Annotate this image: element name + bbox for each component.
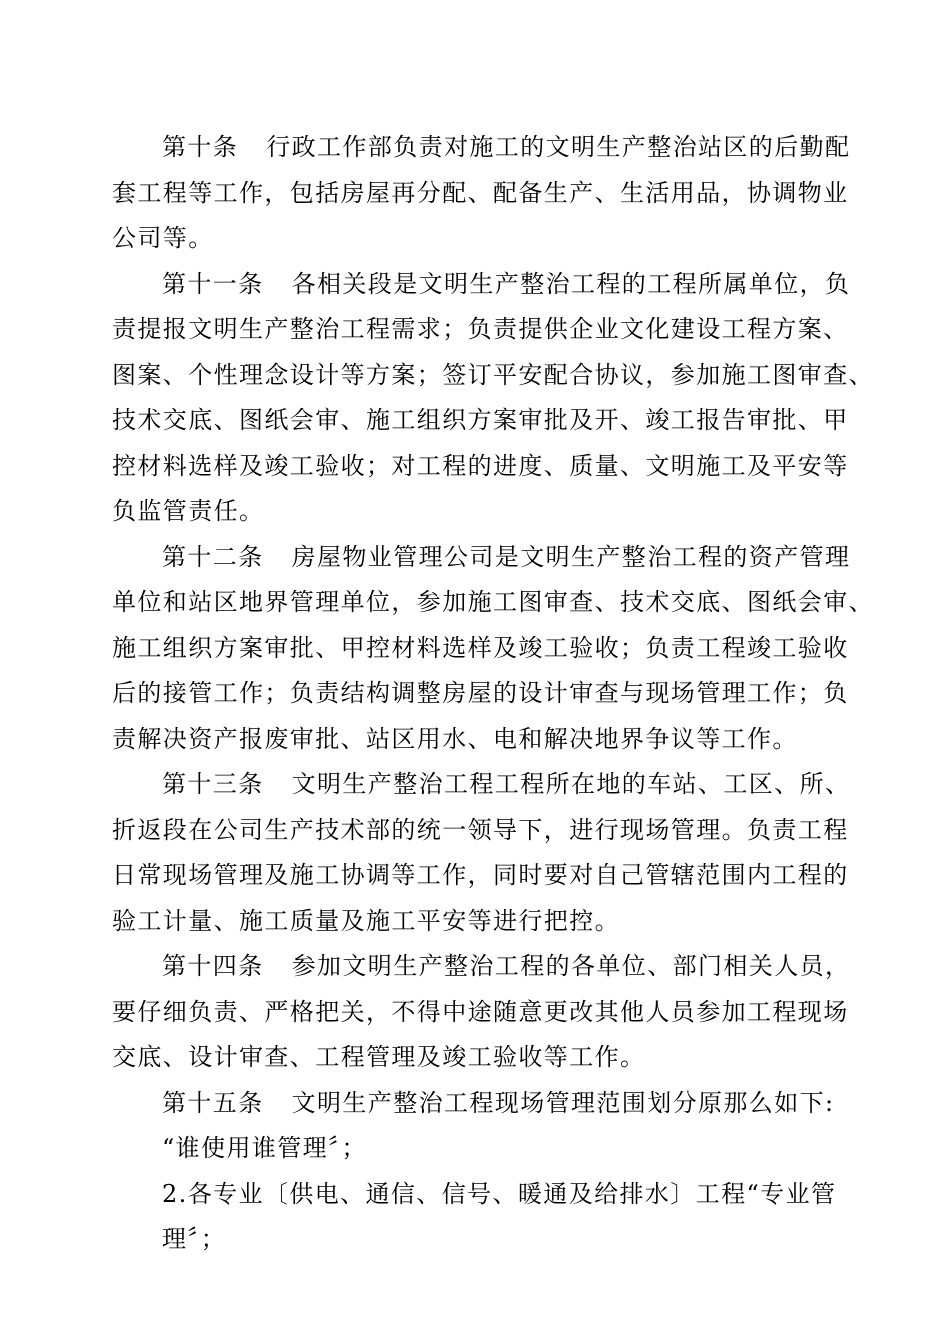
- article-12-line-3: 施工组织方案审批、甲控材料选样及竣工验收；负责工程竣工验收: [112, 633, 849, 662]
- article-14-line-2: 要仔细负责、严格把关，不得中途随意更改其他人员参加工程现场: [112, 997, 849, 1026]
- article-13-line-3: 日常现场管理及施工协调等工作，同时要对自己管辖范围内工程的: [112, 861, 849, 889]
- article-15-heading: 第十五条: [162, 1088, 264, 1117]
- article-12-line-2: 单位和站区地界管理单位，参加施工图审查、技术交底、图纸会审、: [112, 588, 874, 616]
- article-11-line-1: [112, 262, 852, 308]
- document-body: [112, 125, 874, 1263]
- article-10-text-1: 行政工作部负责对施工的文明生产整治站区的后勤配: [266, 133, 851, 161]
- article-13-heading: 第十三条: [162, 770, 264, 798]
- article-12-line-4: 后的接管工作；负责结构调整房屋的设计审查与现场管理工作；负: [112, 679, 849, 707]
- article-12-line-5: 责解决资产报废审批、站区用水、电和解决地界争议等工作。: [112, 724, 798, 753]
- article-14-line-1: [112, 944, 852, 990]
- article-13-line-1: [112, 762, 852, 808]
- article-13-text-1: 文明生产整治工程工程所在地的车站、工区、所、: [291, 770, 851, 798]
- article-11-line-4: 技术交底、图纸会审、施工组织方案审批及开、竣工报告审批、甲: [112, 406, 849, 434]
- article-12-heading: 第十二条: [162, 542, 264, 571]
- article-15-text-1: 文明生产整治工程现场管理范围划分原那么如下:: [291, 1088, 835, 1117]
- article-11-line-3: 图案、个性理念设计等方案；签订平安配合协议，参加施工图审查、: [112, 360, 874, 389]
- article-10-line-2: 套工程等工作，包括房屋再分配、配备生产、生活用品，协调物业: [112, 178, 849, 207]
- article-13-line-2: 折返段在公司生产技术部的统一领导下，进行现场管理。负责工程: [112, 815, 849, 844]
- article-12-text-1: 房屋物业管理公司是文明生产整治工程的资产管理: [291, 542, 851, 571]
- article-10-line-1: [112, 125, 852, 171]
- article-11-line-5: 控材料选样及竣工验收；对工程的进度、质量、文明施工及平安等: [112, 451, 849, 480]
- article-10-line-3: 公司等。: [112, 224, 214, 252]
- article-15-line-1: [112, 1081, 852, 1127]
- article-12-line-1: [112, 535, 852, 581]
- article-11-line-2: 责提报文明生产整治工程需求；负责提供企业文化建设工程方案、: [112, 315, 849, 343]
- article-10-heading: 第十条: [162, 133, 239, 161]
- article-14-heading: 第十四条: [162, 952, 264, 980]
- list-item-1-line-1: “谁使用谁管理〞；: [162, 1134, 367, 1162]
- list-item-2-line-2: 理〞；: [162, 1225, 227, 1253]
- list-item-2-line-1: 2.各专业〔供电、通信、信号、暖通及给排水〕工程“专业管: [162, 1179, 837, 1208]
- article-14-line-3: 交底、设计审查、工程管理及竣工验收等工作。: [112, 1043, 646, 1071]
- article-13-line-4: 验工计量、施工质量及施工平安等进行把控。: [112, 906, 620, 935]
- article-14-text-1: 参加文明生产整治工程的各单位、部门相关人员，: [291, 952, 851, 980]
- article-11-heading: 第十一条: [162, 269, 264, 298]
- article-11-line-6: 负监管责任。: [112, 497, 265, 525]
- article-11-text-1: 各相关段是文明生产整治工程的工程所属单位，负: [291, 269, 851, 298]
